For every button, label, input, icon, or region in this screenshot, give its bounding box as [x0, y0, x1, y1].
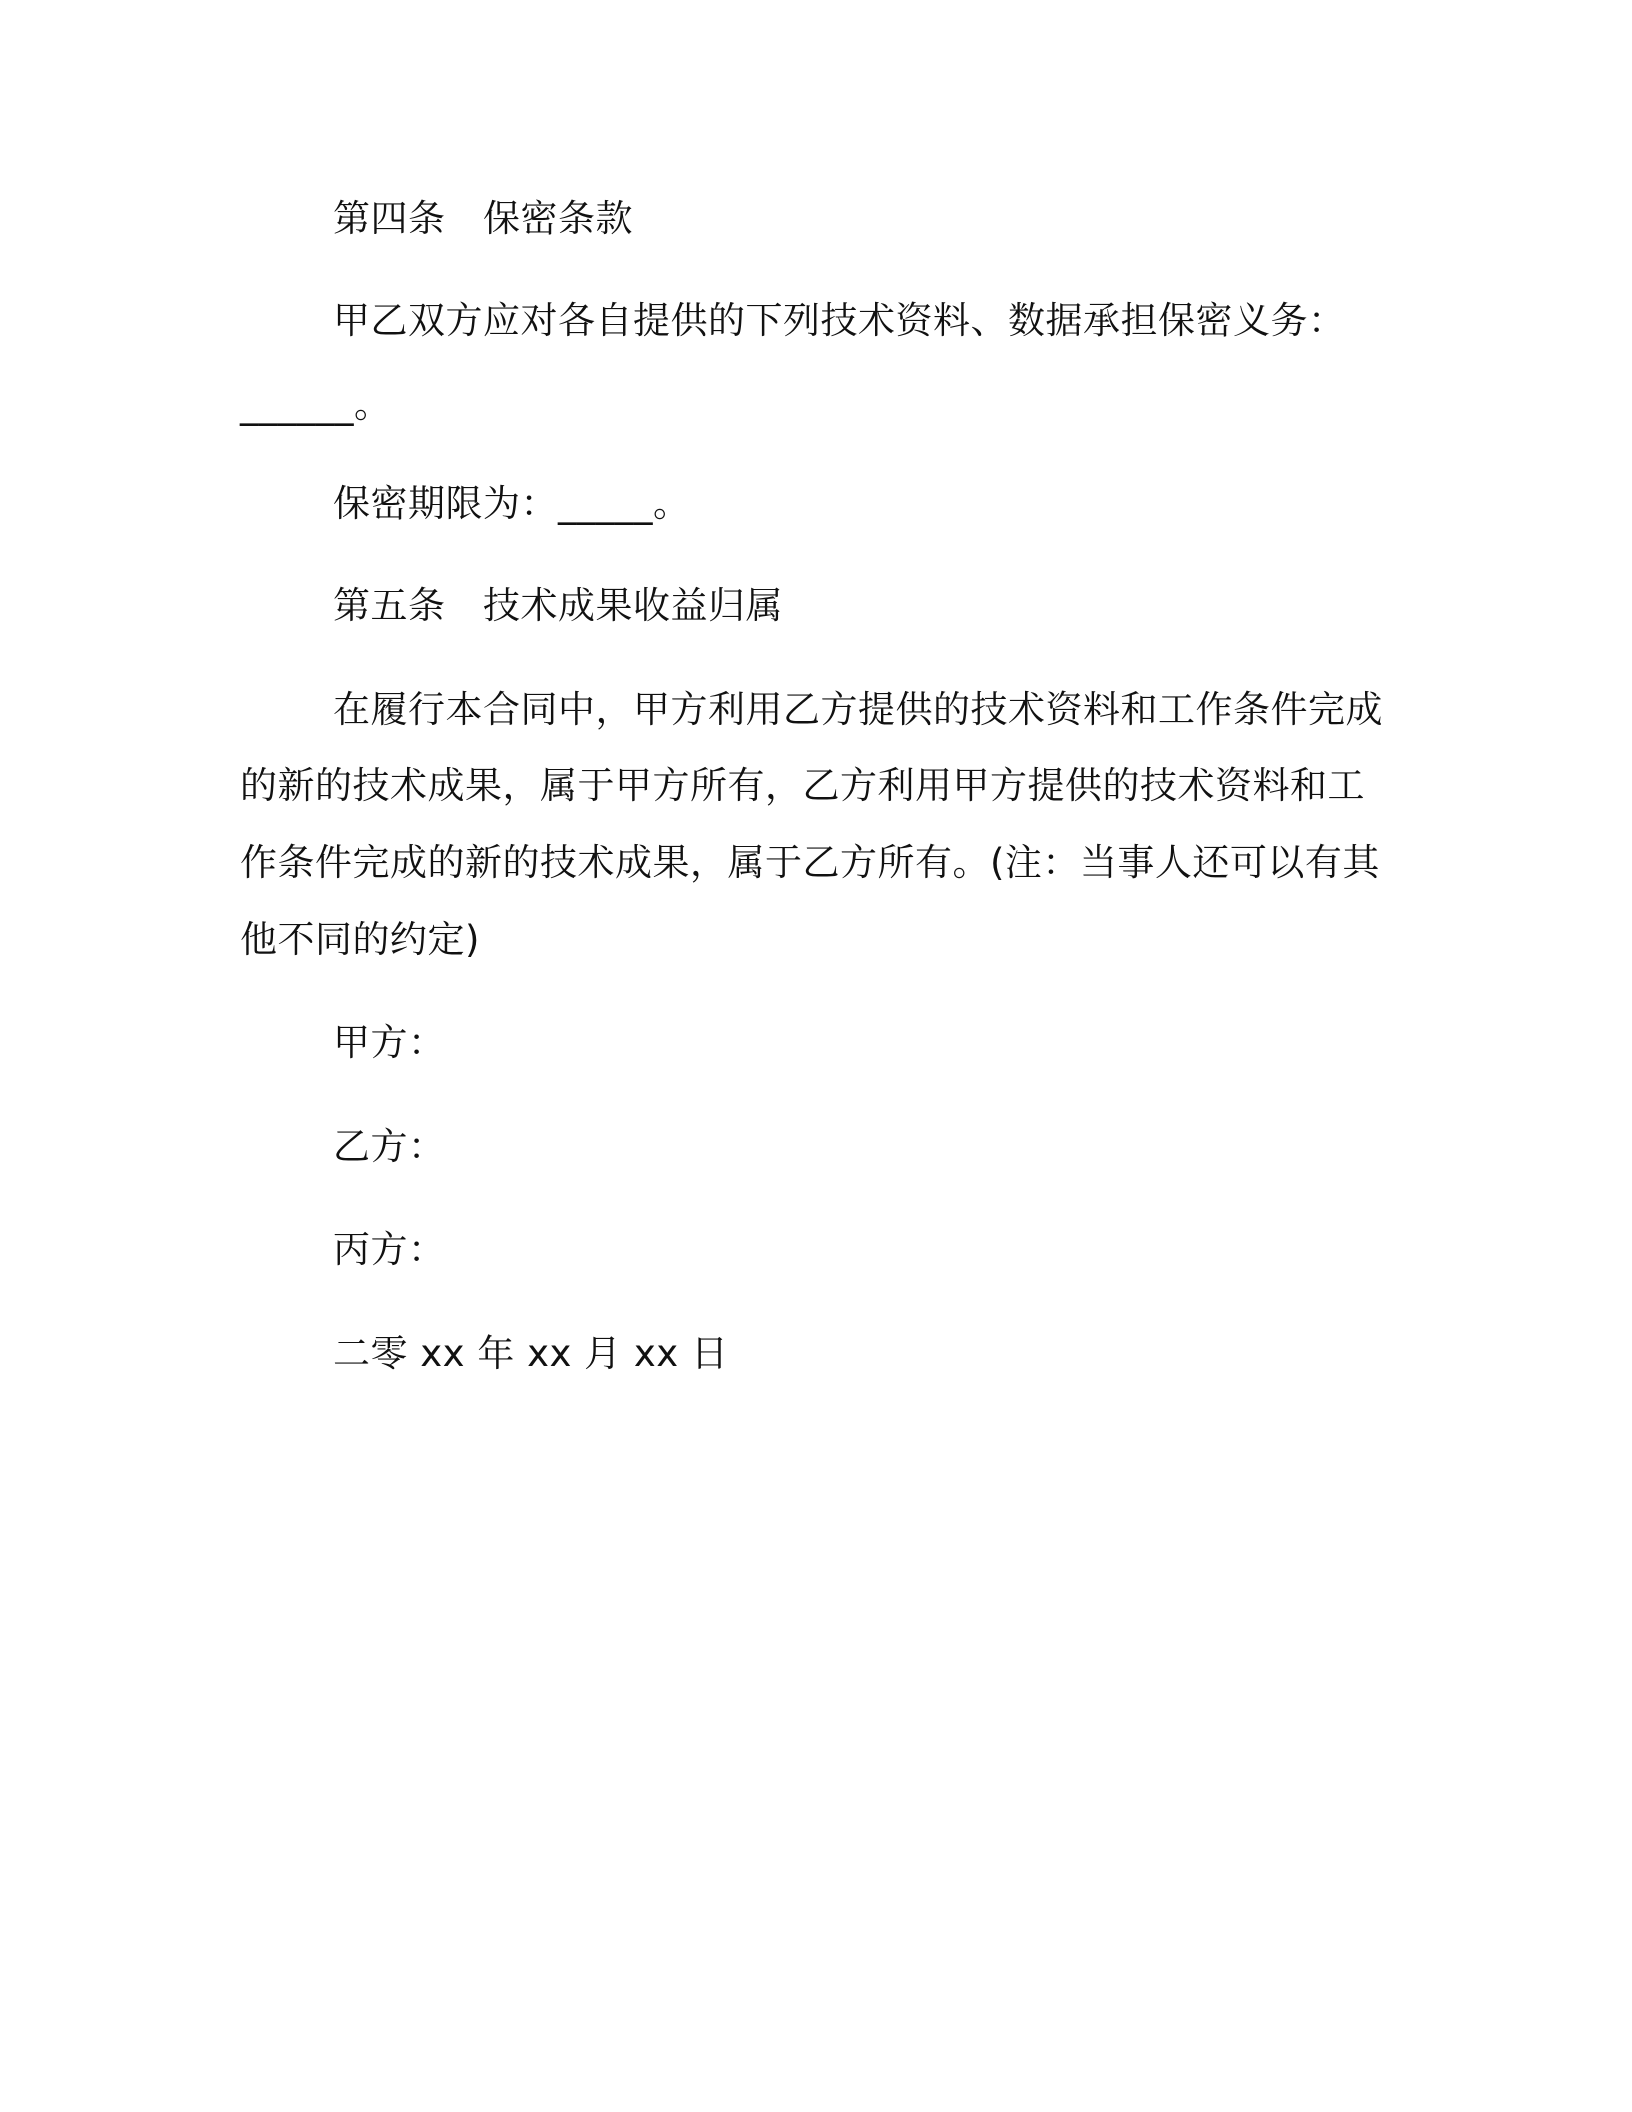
article-5-body-line-1: 在履行本合同中，甲方利用乙方提供的技术资料和工作条件完成 [333, 688, 1383, 731]
date-line: 二零 xx 年 xx 月 xx 日 [333, 1332, 729, 1375]
article-4-paragraph-line-2: ______。 [240, 383, 392, 426]
article-5-body-line-2: 的新的技术成果，属于甲方所有，乙方利用甲方提供的技术资料和工 [240, 764, 1365, 807]
article-4-paragraph-line-1: 甲乙双方应对各自提供的下列技术资料、数据承担保密义务： [333, 299, 1346, 342]
party-a-label: 甲方： [333, 1021, 446, 1064]
party-b-label: 乙方： [333, 1125, 446, 1168]
confidentiality-period: 保密期限为：_____。 [333, 482, 691, 525]
party-c-label: 丙方： [333, 1228, 446, 1271]
article-4-heading: 第四条 保密条款 [333, 197, 633, 240]
article-5-heading: 第五条 技术成果收益归属 [333, 584, 783, 627]
article-5-body-line-4: 他不同的约定) [240, 918, 480, 961]
article-5-body-line-3: 作条件完成的新的技术成果，属于乙方所有。(注：当事人还可以有其 [240, 841, 1380, 884]
